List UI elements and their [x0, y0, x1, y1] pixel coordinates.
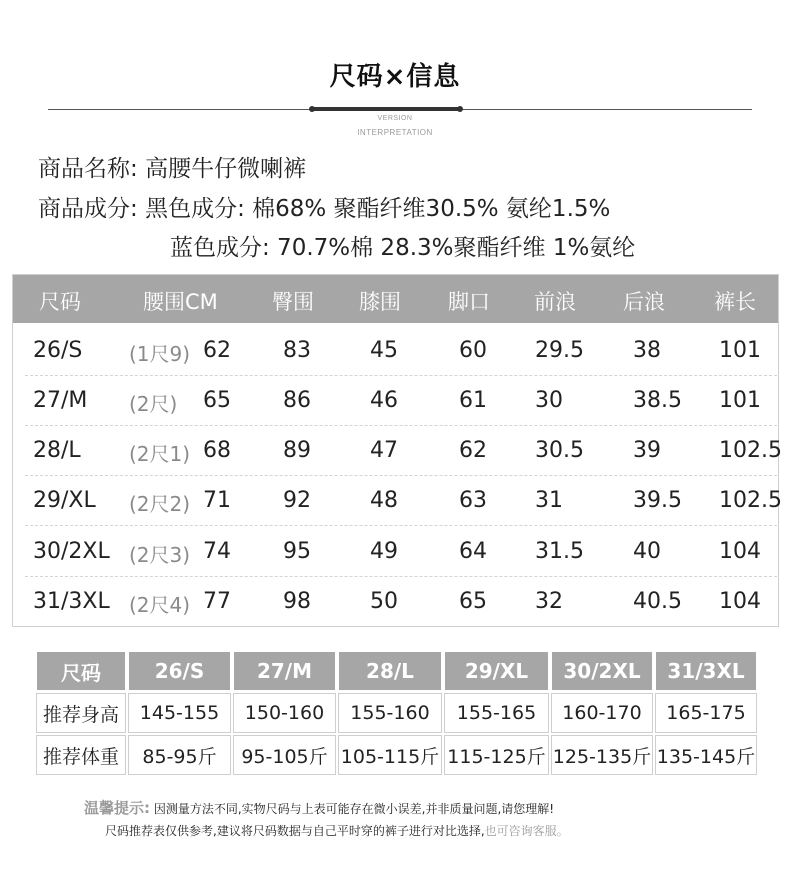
cell-knee: 50 — [370, 589, 398, 614]
recommend-size-label: 尺码 — [36, 651, 126, 691]
cell-waist-note: (2尺2) — [129, 492, 191, 516]
cell-hem: 64 — [459, 539, 487, 564]
size-table-row — [13, 426, 782, 476]
cell-back-rise: 38.5 — [633, 388, 682, 413]
cell-front-rise: 30 — [535, 388, 563, 413]
recommend-weight-cell: 95-105斤 — [233, 735, 336, 775]
product-composition-label: 商品成分: — [38, 196, 138, 222]
recommend-height-cell: 150-160 — [233, 693, 336, 733]
cell-length: 102.5 — [719, 438, 782, 463]
recommend-size-cell: 26/S — [128, 651, 231, 691]
cell-hem: 60 — [459, 338, 487, 363]
tip-text-2: 尺码推荐表仅供参考,建议将尺码数据与自己平时穿的裤子进行对比选择, — [105, 824, 485, 838]
black-composition: 黑色成分: 棉68% 聚酯纤维30.5% 氨纶1.5% — [145, 196, 611, 222]
cell-size: 26/S — [33, 338, 83, 363]
cell-front-rise: 32 — [535, 589, 563, 614]
cell-back-rise: 40.5 — [633, 589, 682, 614]
cell-knee: 49 — [370, 539, 398, 564]
row-divider — [25, 525, 777, 526]
subtitle-version: VERSION — [377, 115, 413, 122]
header-hem: 脚口 — [448, 290, 490, 314]
recommend-weight-cell: 125-135斤 — [551, 735, 653, 775]
header-length: 裤长 — [714, 290, 756, 314]
cell-back-rise: 39.5 — [633, 488, 682, 513]
product-name-value: 高腰牛仔微喇裤 — [145, 156, 307, 182]
page-title: 尺码×信息 — [329, 62, 461, 92]
cell-waist: 71 — [203, 488, 231, 513]
recommend-height-cell: 145-155 — [128, 693, 231, 733]
recommend-weight-label: 推荐体重 — [36, 735, 126, 775]
recommend-weight-cell: 85-95斤 — [128, 735, 231, 775]
recommend-weight-cell: 105-115斤 — [338, 735, 442, 775]
tip-line-2 — [105, 822, 569, 839]
cell-length: 104 — [719, 539, 761, 564]
header-waist: 腰围CM — [143, 290, 218, 314]
cell-waist: 68 — [203, 438, 231, 463]
cell-size: 30/2XL — [33, 539, 110, 564]
cell-back-rise: 40 — [633, 539, 661, 564]
cell-length: 102.5 — [719, 488, 782, 513]
cell-hip: 98 — [283, 589, 311, 614]
size-table-row — [13, 527, 778, 577]
tip-consult: 也可咨询客服。 — [484, 824, 569, 838]
recommend-weight-cell: 115-125斤 — [444, 735, 549, 775]
cell-waist: 65 — [203, 388, 231, 413]
cell-front-rise: 29.5 — [535, 338, 584, 363]
recommend-height-cell: 155-160 — [338, 693, 442, 733]
header-size: 尺码 — [39, 290, 81, 314]
size-table-header — [13, 275, 778, 323]
cell-size: 28/L — [33, 438, 81, 463]
recommend-size-cell: 31/3XL — [655, 651, 757, 691]
header-back-rise: 后浪 — [623, 290, 665, 314]
cell-waist-note: (1尺9) — [129, 342, 191, 366]
cell-hem: 65 — [459, 589, 487, 614]
cell-waist: 74 — [203, 539, 231, 564]
recommend-height-cell: 165-175 — [655, 693, 757, 733]
cell-knee: 45 — [370, 338, 398, 363]
cell-hip: 89 — [283, 438, 311, 463]
header-hip: 臀围 — [272, 290, 314, 314]
cell-hip: 92 — [283, 488, 311, 513]
size-table-row — [13, 476, 782, 526]
header-knee: 膝围 — [359, 290, 401, 314]
recommend-height-cell: 155-165 — [444, 693, 549, 733]
subtitle-interpretation: INTERPRETATION — [357, 128, 433, 137]
cell-length: 101 — [719, 338, 761, 363]
cell-hem: 61 — [459, 388, 487, 413]
cell-length: 104 — [719, 589, 761, 614]
tip-label: 温馨提示: — [84, 799, 150, 817]
header-front-rise: 前浪 — [534, 290, 576, 314]
cell-back-rise: 38 — [633, 338, 661, 363]
recommend-size-cell: 29/XL — [444, 651, 549, 691]
cell-front-rise: 31 — [535, 488, 563, 513]
divider-dot-right — [457, 106, 463, 112]
cell-front-rise: 31.5 — [535, 539, 584, 564]
cell-hip: 95 — [283, 539, 311, 564]
cell-size: 31/3XL — [33, 589, 110, 614]
tip-text-1: 因测量方法不同,实物尺码与上表可能存在微小误差,并非质量问题,请您理解! — [153, 802, 555, 816]
cell-size: 27/M — [33, 388, 88, 413]
recommend-size-cell: 28/L — [338, 651, 442, 691]
size-table — [12, 274, 782, 627]
cell-waist-note: (2尺3) — [129, 543, 191, 567]
recommend-size-cell: 30/2XL — [551, 651, 653, 691]
product-composition-line — [38, 190, 610, 223]
size-table-row — [13, 577, 778, 627]
cell-size: 29/XL — [33, 488, 96, 513]
cell-back-rise: 39 — [633, 438, 661, 463]
size-table-row — [13, 376, 778, 426]
recommend-weight-cell: 135-145斤 — [655, 735, 757, 775]
cell-knee: 46 — [370, 388, 398, 413]
cell-waist-note: (2尺) — [129, 392, 178, 416]
recommend-height-cell: 160-170 — [551, 693, 653, 733]
cell-hem: 63 — [459, 488, 487, 513]
product-name-label: 商品名称: — [38, 156, 138, 182]
product-name-line — [38, 150, 306, 183]
cell-waist-note: (2尺1) — [129, 442, 191, 466]
title-divider-accent — [312, 107, 460, 111]
tip-line-1 — [84, 797, 554, 818]
cell-waist: 62 — [203, 338, 231, 363]
cell-waist: 77 — [203, 589, 231, 614]
cell-hem: 62 — [459, 438, 487, 463]
blue-composition: 蓝色成分: 70.7%棉 28.3%聚酯纤维 1%氨纶 — [170, 235, 636, 261]
divider-dot-left — [309, 106, 315, 112]
size-table-row — [13, 326, 778, 376]
cell-knee: 47 — [370, 438, 398, 463]
cell-knee: 48 — [370, 488, 398, 513]
recommend-size-cell: 27/M — [233, 651, 336, 691]
cell-hip: 83 — [283, 338, 311, 363]
cell-waist-note: (2尺4) — [129, 593, 191, 617]
recommend-height-label: 推荐身高 — [36, 693, 126, 733]
cell-length: 101 — [719, 388, 761, 413]
cell-hip: 86 — [283, 388, 311, 413]
cell-front-rise: 30.5 — [535, 438, 584, 463]
